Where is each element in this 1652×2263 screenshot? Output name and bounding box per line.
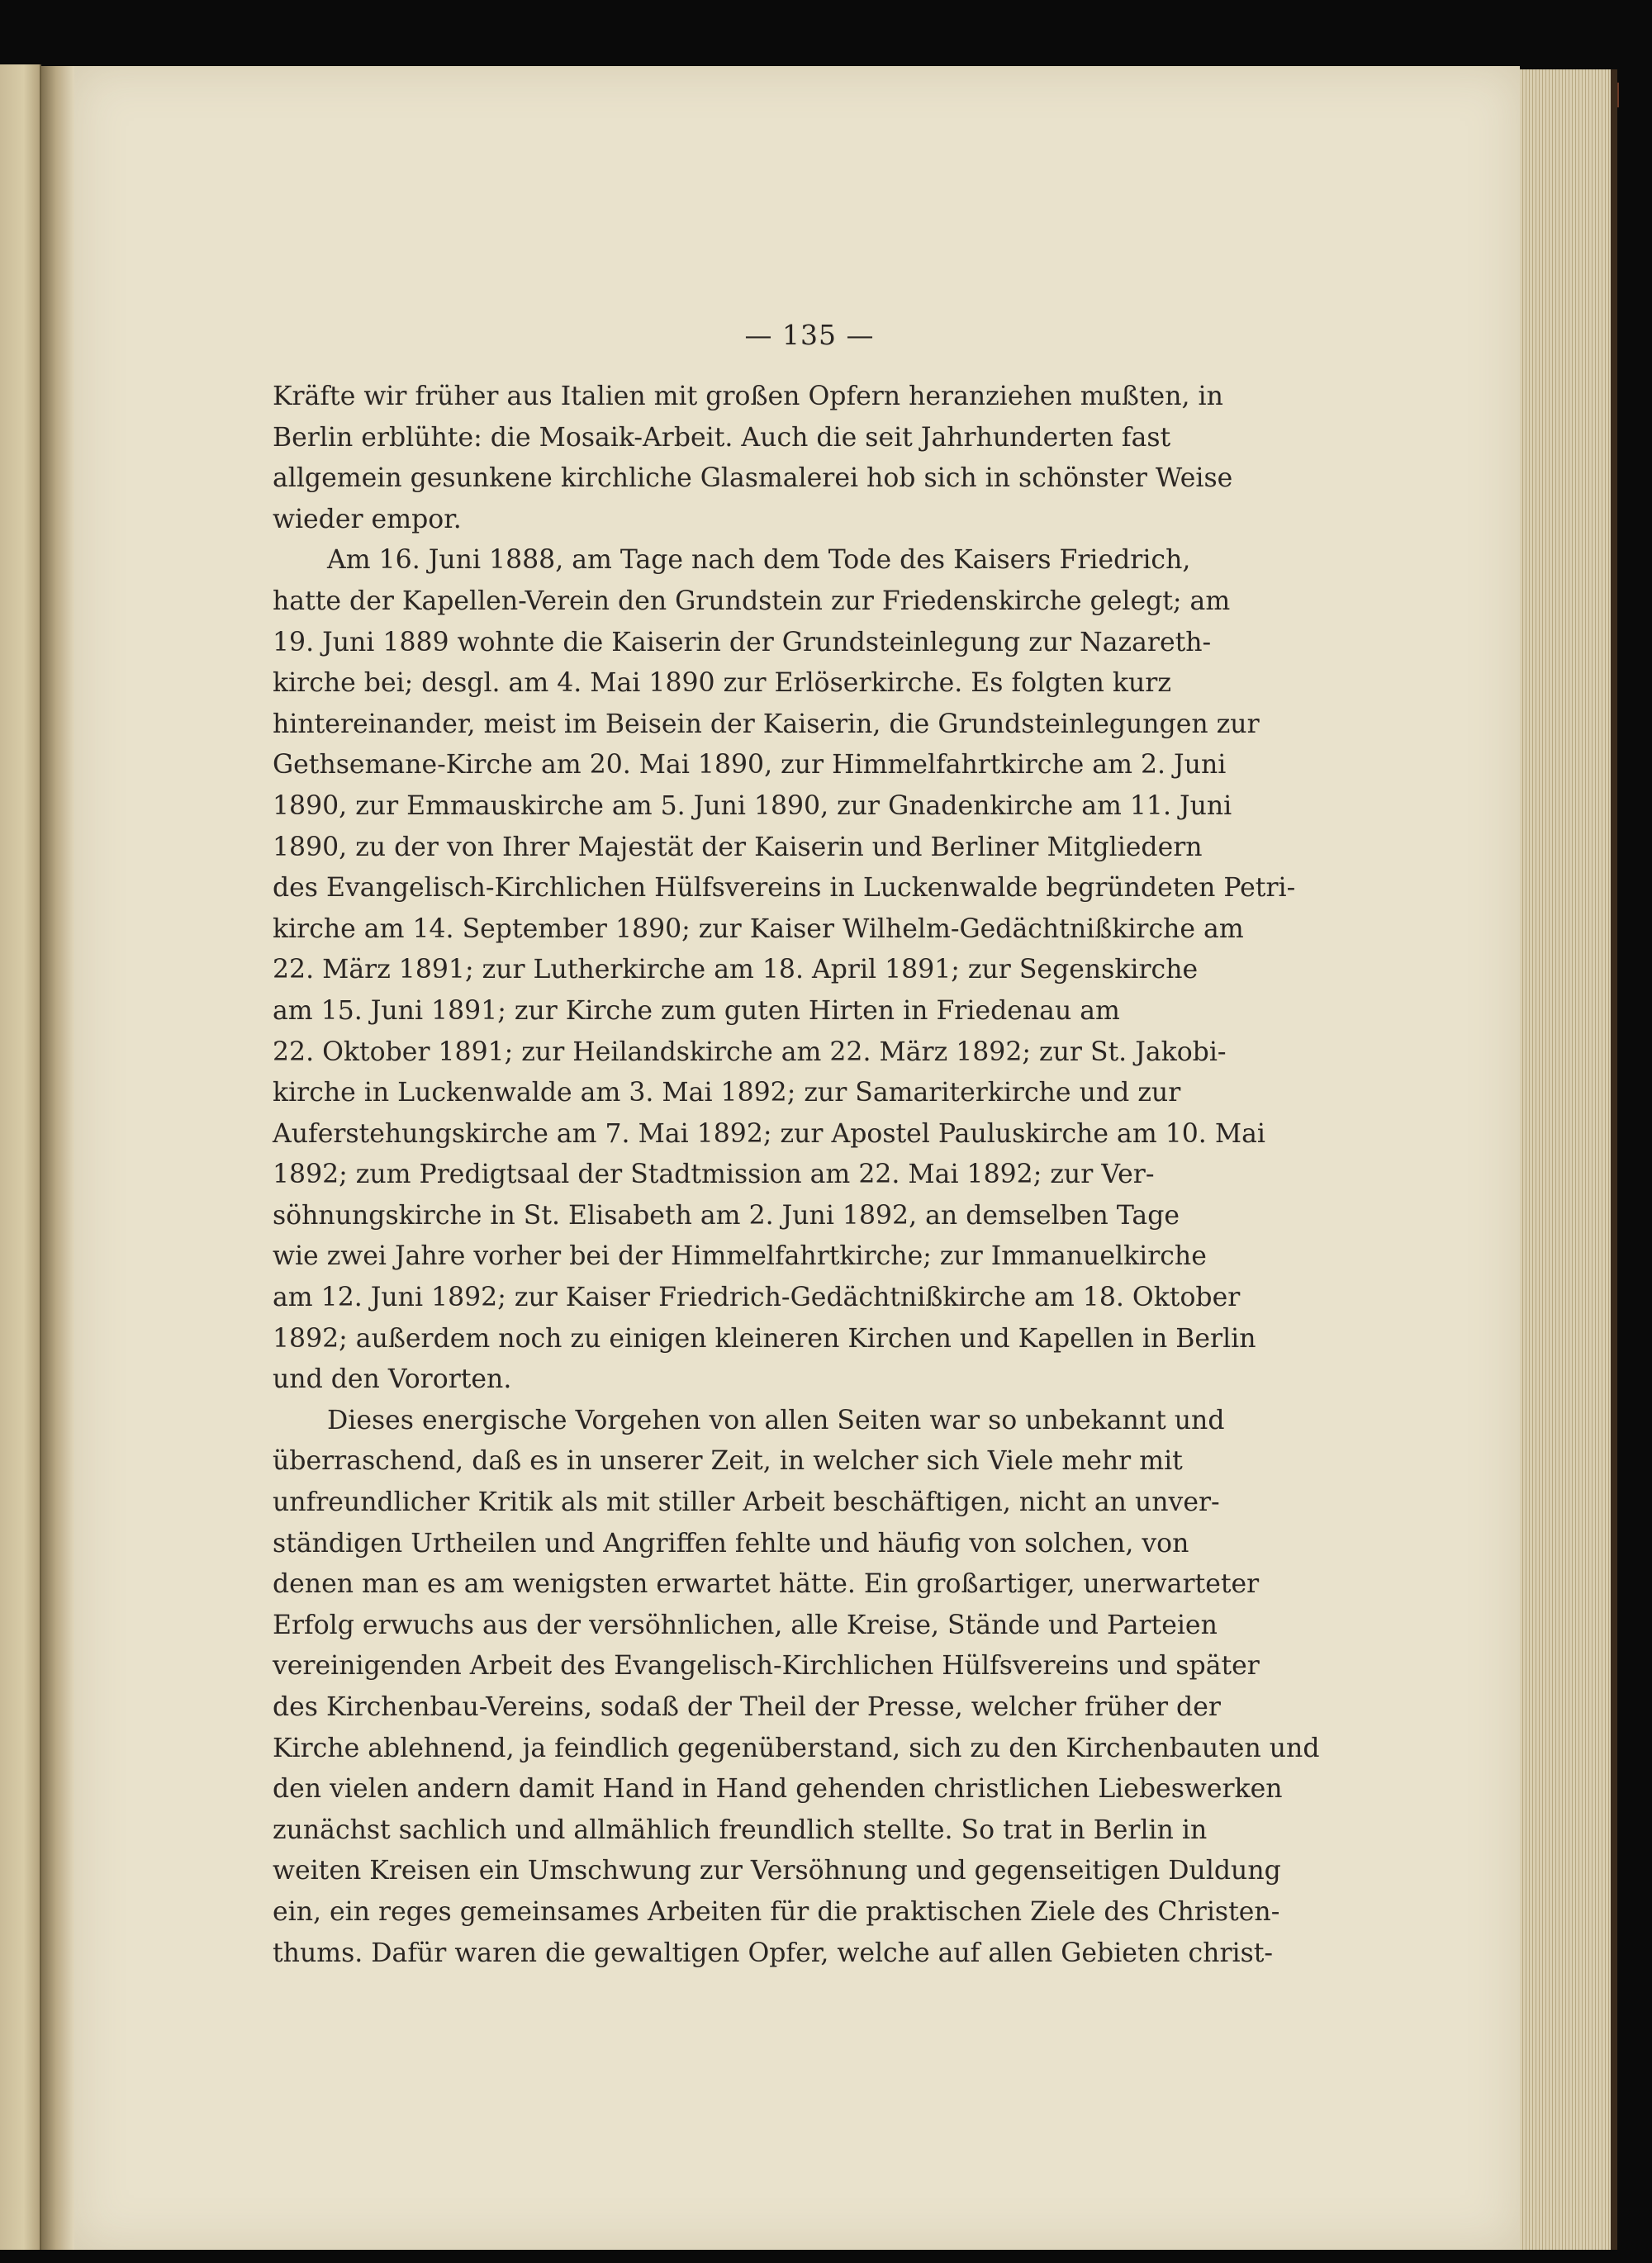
- text-line: ein, ein reges gemeinsames Arbeiten für die praktischen Ziele des Christen-: [273, 1896, 1280, 1927]
- text-line: vereinigenden Arbeit des Evangelisch-Kirchlichen Hülfsvereins und später: [273, 1651, 1260, 1682]
- text-line: söhnungskirche in St. Elisabeth am 2. Juni 1892, an demselben Tage: [273, 1200, 1180, 1231]
- previous-page-edge: [0, 64, 41, 2250]
- text-line: 1890, zur Emmauskirche am 5. Juni 1890, zur Gnadenkirche am 11. Juni: [273, 790, 1232, 821]
- text-line: weiten Kreisen ein Umschwung zur Versöhnung und gegenseitigen Duldung: [273, 1856, 1281, 1886]
- text-line: kirche in Luckenwalde am 3. Mai 1892; zur Samariterkirche und zur: [273, 1078, 1181, 1108]
- text-line: Gethsemane-Kirche am 20. Mai 1890, zur Himmelfahrtkirche am 2. Juni: [273, 750, 1227, 780]
- text-line: wie zwei Jahre vorher bei der Himmelfahrtkirche; zur Immanuelkirche: [273, 1241, 1207, 1272]
- text-line: hatte der Kapellen-Verein den Grundstein zur Friedenskirche gelegt; am: [273, 586, 1231, 616]
- text-line: unfreundlicher Kritik als mit stiller Arbeit beschäftigen, nicht an unver-: [273, 1487, 1220, 1518]
- text-line: Kräfte wir früher aus Italien mit großen Opfern heranziehen mußten, in: [273, 382, 1223, 411]
- text-line: Berlin erblühte: die Mosaik-Arbeit. Auch die seit Jahrhunderten fast: [273, 422, 1171, 453]
- paragraph-1: [273, 377, 1233, 540]
- text-line: Erfolg erwuchs aus der versöhnlichen, alle Kreise, Stände und Parteien: [273, 1610, 1218, 1640]
- text-line: Kirche ablehnend, ja feindlich gegenüberstand, sich zu den Kirchenbauten und: [273, 1733, 1320, 1763]
- page-number: — 135 —: [744, 319, 875, 351]
- text-line: Am 16. Juni 1888, am Tage nach dem Tode des Kaisers Friedrich,: [327, 545, 1191, 576]
- text-line: überraschend, daß es in unserer Zeit, in welcher sich Viele mehr mit: [273, 1446, 1183, 1477]
- text-line: des Evangelisch-Kirchlichen Hülfsvereins in Luckenwalde begründeten Petri-: [273, 873, 1296, 904]
- text-line: 1890, zu der von Ihrer Majestät der Kaiserin und Berliner Mitgliedern: [273, 832, 1203, 862]
- text-line: allgemein gesunkene kirchliche Glasmalerei hob sich in schönster Weise: [273, 463, 1233, 494]
- paragraph-2: [273, 540, 1296, 1400]
- text-line: kirche bei; desgl. am 4. Mai 1890 zur Erlöserkirche. Es folgten kurz: [273, 668, 1171, 699]
- text-line: kirche am 14. September 1890; zur Kaiser Wilhelm-Gedächtnißkirche am: [273, 913, 1244, 944]
- text-line: hintereinander, meist im Beisein der Kaiserin, die Grundsteinlegungen zur: [273, 709, 1260, 739]
- book-gutter: [41, 66, 74, 2250]
- text-line: thums. Dafür waren die gewaltigen Opfer, welche auf allen Gebieten christ-: [273, 1938, 1274, 1968]
- text-line: ständigen Urtheilen und Angriffen fehlte und häufig von solchen, von: [273, 1528, 1189, 1558]
- text-line: 22. Oktober 1891; zur Heilandskirche am 22. März 1892; zur St. Jakobi-: [273, 1037, 1227, 1067]
- text-line: Dieses energische Vorgehen von allen Seiten war so unbekannt und: [327, 1405, 1225, 1435]
- text-line: 1892; außerdem noch zu einigen kleineren Kirchen und Kapellen in Berlin: [273, 1323, 1256, 1354]
- text-line: 1892; zum Predigtsaal der Stadtmission am 22. Mai 1892; zur Ver-: [273, 1160, 1155, 1190]
- text-line: 22. März 1891; zur Lutherkirche am 18. April 1891; zur Segenskirche: [273, 955, 1199, 985]
- page-stack: [1520, 69, 1617, 2250]
- text-line: denen man es am wenigsten erwartet hätte. Ein großartiger, unerwarteter: [273, 1569, 1260, 1600]
- text-line: des Kirchenbau-Vereins, sodaß der Theil der Presse, welcher früher der: [273, 1692, 1221, 1722]
- text-line: und den Vororten.: [273, 1364, 512, 1395]
- text-line: am 15. Juni 1891; zur Kirche zum guten Hirten in Friedenau am: [273, 995, 1120, 1026]
- text-line: am 12. Juni 1892; zur Kaiser Friedrich-Gedächtnißkirche am 18. Oktober: [273, 1283, 1241, 1313]
- text-line: den vielen andern damit Hand in Hand gehenden christlichen Liebeswerken: [273, 1774, 1283, 1805]
- text-line: wieder empor.: [273, 504, 462, 534]
- text-line: zunächst sachlich und allmählich freundlich stellte. So trat in Berlin in: [273, 1815, 1208, 1845]
- paragraph-3: [273, 1401, 1320, 1974]
- text-line: 19. Juni 1889 wohnte die Kaiserin der Grundsteinlegung zur Nazareth-: [273, 627, 1212, 657]
- body-text: [273, 377, 1320, 1974]
- text-line: Auferstehungskirche am 7. Mai 1892; zur Apostel Pauluskirche am 10. Mai: [273, 1118, 1265, 1149]
